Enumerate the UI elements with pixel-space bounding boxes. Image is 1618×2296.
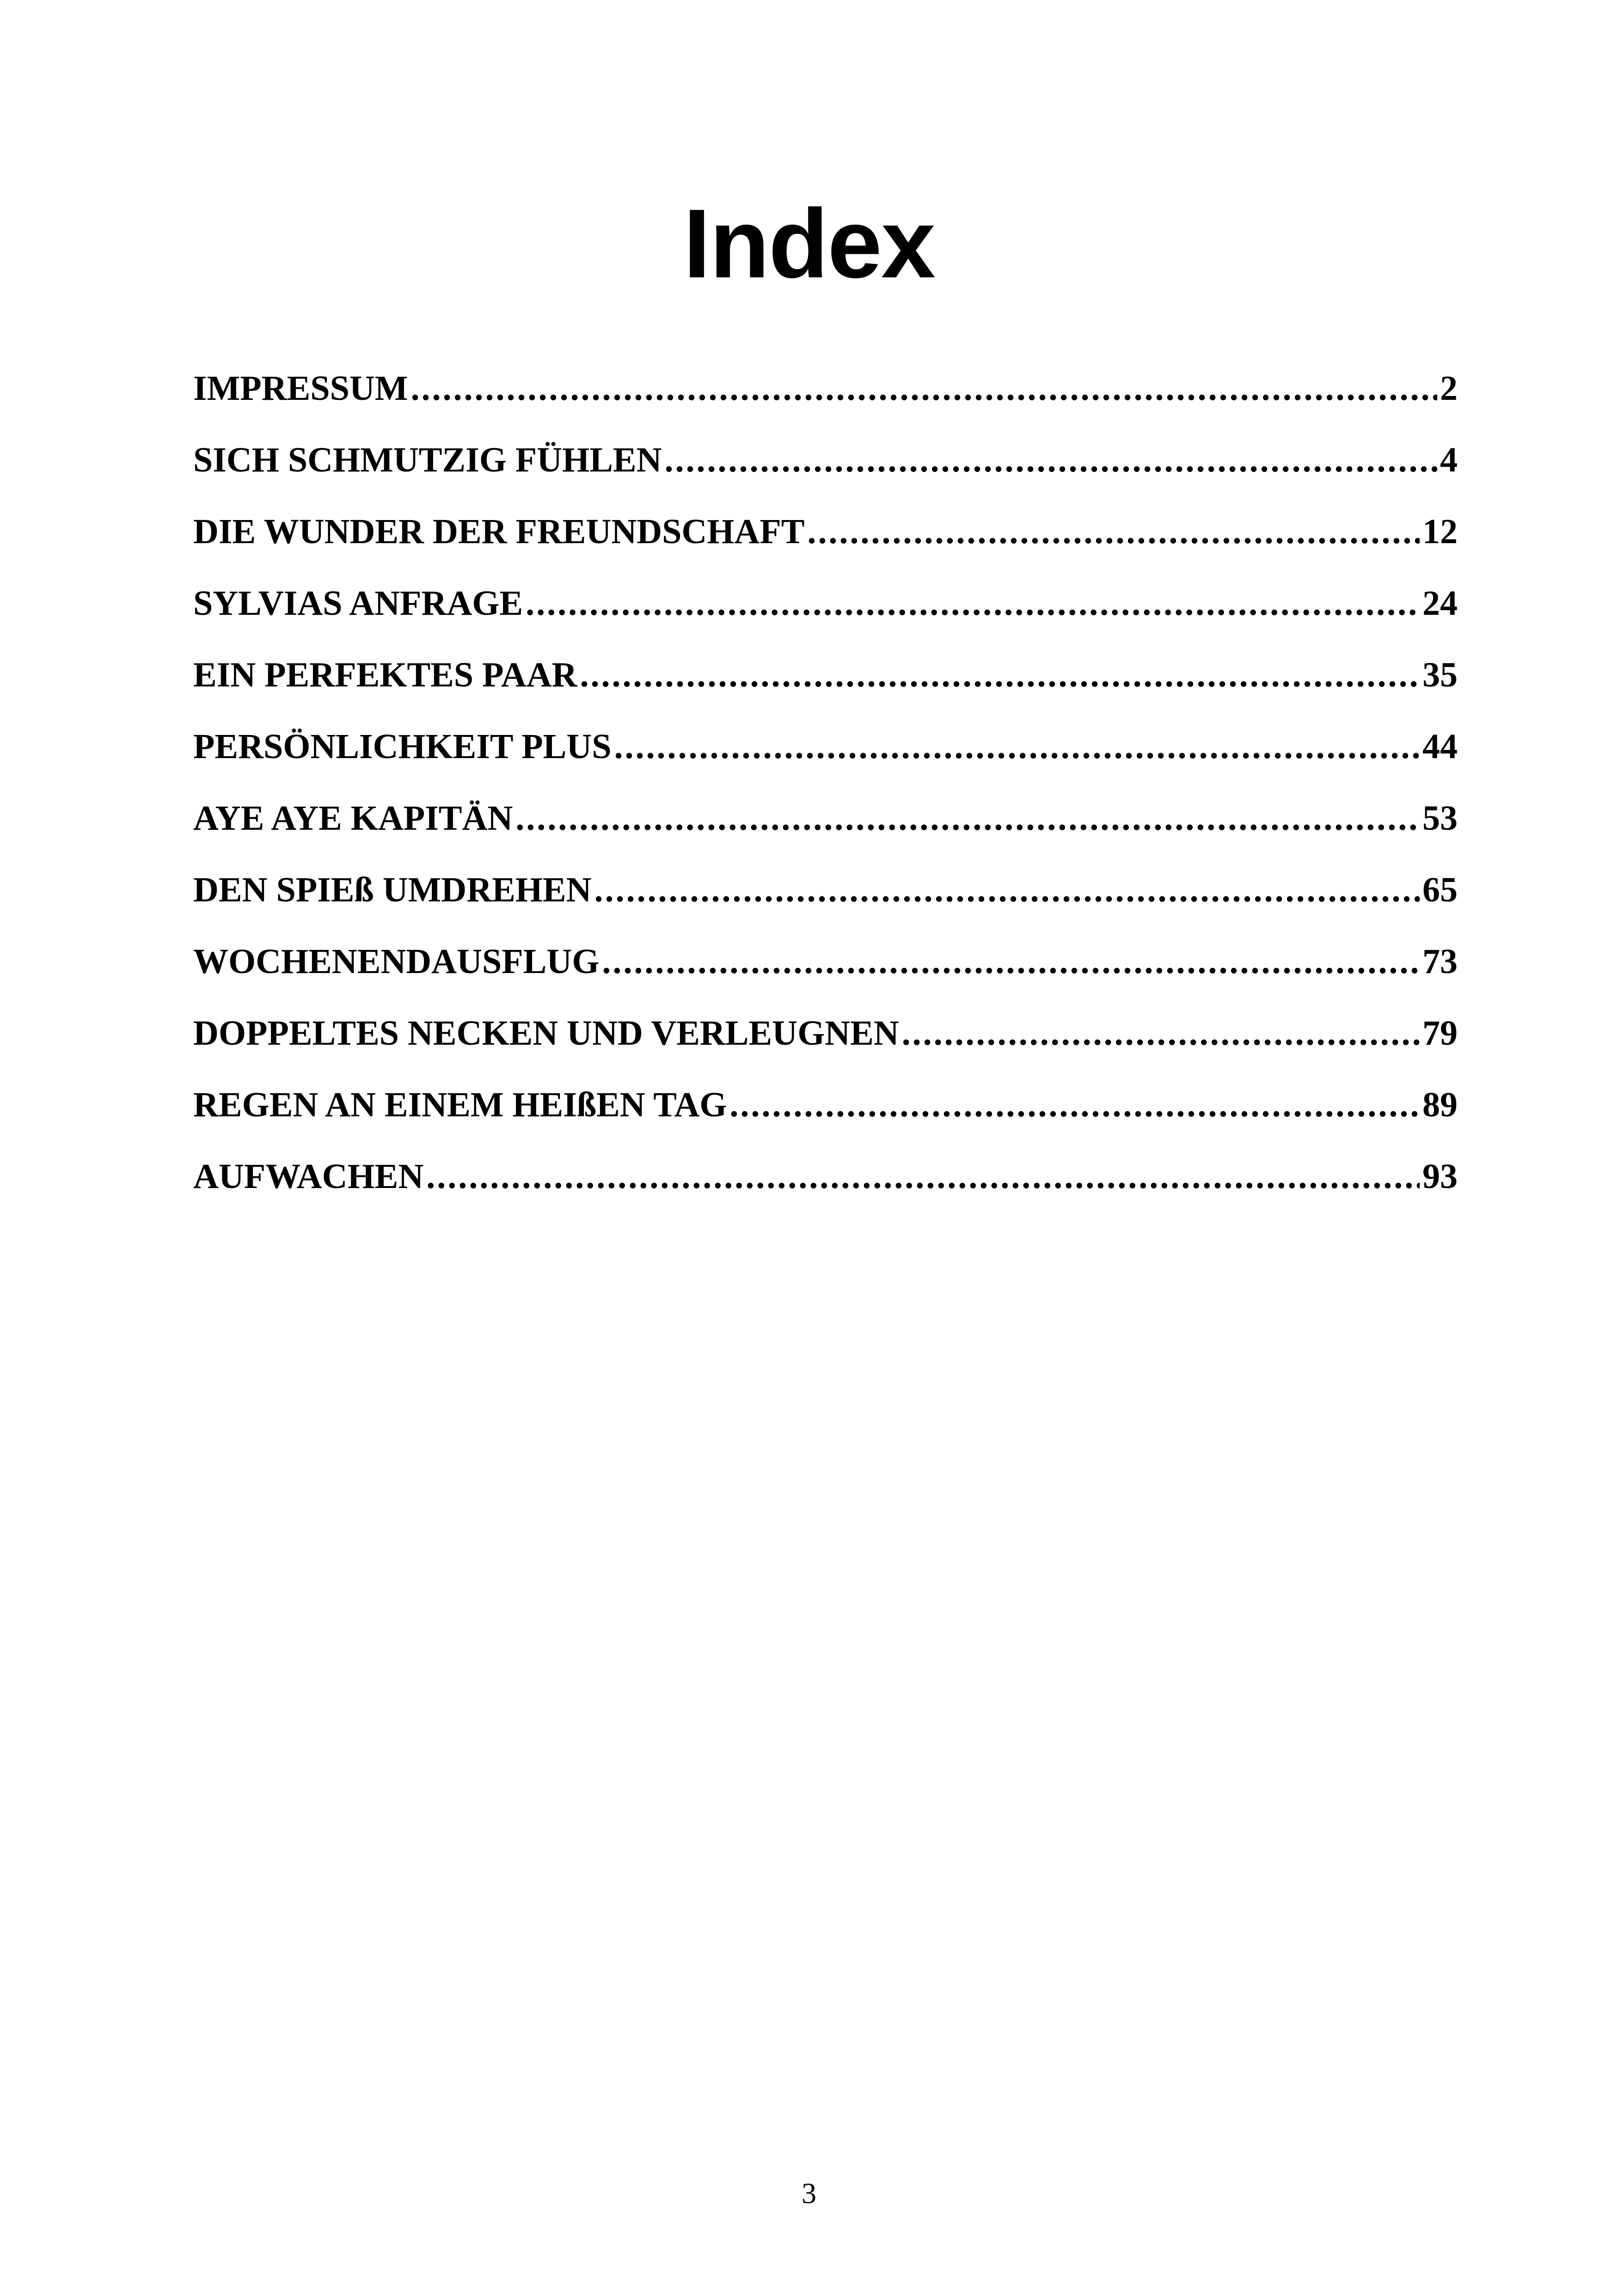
toc-entry-title: AUFWACHEN: [193, 1157, 424, 1196]
toc-entry-impressum[interactable]: [193, 367, 1458, 439]
dot-leader: [594, 869, 1420, 911]
page-title: Index: [683, 189, 935, 299]
toc-entry-page: 35: [1422, 655, 1458, 694]
dot-leader: [614, 726, 1420, 767]
toc-entry-regen-an-einem-heissen-tag[interactable]: [193, 1084, 1458, 1156]
toc-entry-page: 65: [1422, 870, 1458, 909]
dot-leader: [902, 1012, 1420, 1054]
toc-entry-die-wunder-der-freundschaft[interactable]: [193, 511, 1458, 582]
toc-entry-page: 73: [1422, 942, 1458, 981]
dot-leader: [807, 511, 1420, 552]
dot-leader: [526, 582, 1420, 624]
dot-leader: [580, 654, 1420, 696]
toc-entry-ein-perfektes-paar[interactable]: [193, 654, 1458, 726]
toc-entry-title: DIE WUNDER DER FREUNDSCHAFT: [193, 512, 805, 551]
toc-entry-page: 53: [1422, 799, 1458, 838]
dot-leader: [426, 1156, 1420, 1197]
toc-entry-page: 24: [1422, 584, 1458, 623]
toc-entry-page: 93: [1422, 1157, 1458, 1196]
toc-entry-title: PERSÖNLICHKEIT PLUS: [193, 727, 612, 766]
toc-entry-title: REGEN AN EINEM HEIßEN TAG: [193, 1085, 727, 1124]
table-of-contents: [193, 367, 1458, 1227]
page-number: 3: [802, 2177, 816, 2210]
toc-entry-title: EIN PERFEKTES PAAR: [193, 655, 577, 694]
dot-leader: [411, 367, 1437, 409]
dot-leader: [602, 941, 1420, 982]
dot-leader: [729, 1084, 1420, 1126]
toc-entry-page: 4: [1440, 441, 1458, 479]
toc-entry-page: 79: [1422, 1014, 1458, 1053]
toc-entry-page: 89: [1422, 1085, 1458, 1124]
toc-entry-title: DOPPELTES NECKEN UND VERLEUGNEN: [193, 1014, 899, 1053]
toc-entry-page: 12: [1422, 512, 1458, 551]
toc-entry-aufwachen[interactable]: [193, 1156, 1458, 1227]
toc-entry-title: SICH SCHMUTZIG FÜHLEN: [193, 441, 662, 479]
toc-entry-title: SYLVIAS ANFRAGE: [193, 584, 523, 623]
toc-entry-page: 44: [1422, 727, 1458, 766]
toc-entry-wochenendausflug[interactable]: [193, 941, 1458, 1012]
toc-entry-title: IMPRESSUM: [193, 369, 408, 408]
toc-entry-page: 2: [1440, 369, 1458, 408]
toc-entry-sich-schmutzig-fuehlen[interactable]: [193, 439, 1458, 511]
toc-entry-title: WOCHENENDAUSFLUG: [193, 942, 600, 981]
toc-entry-title: AYE AYE KAPITÄN: [193, 799, 513, 838]
toc-entry-den-spiess-umdrehen[interactable]: [193, 869, 1458, 941]
toc-entry-aye-aye-kapitaen[interactable]: [193, 797, 1458, 869]
dot-leader: [665, 439, 1438, 481]
toc-entry-persoenlichkeit-plus[interactable]: [193, 726, 1458, 797]
toc-entry-doppeltes-necken-und-verleugnen[interactable]: [193, 1012, 1458, 1084]
dot-leader: [515, 797, 1420, 839]
toc-entry-title: DEN SPIEß UMDREHEN: [193, 870, 592, 909]
toc-entry-sylvias-anfrage[interactable]: [193, 582, 1458, 654]
